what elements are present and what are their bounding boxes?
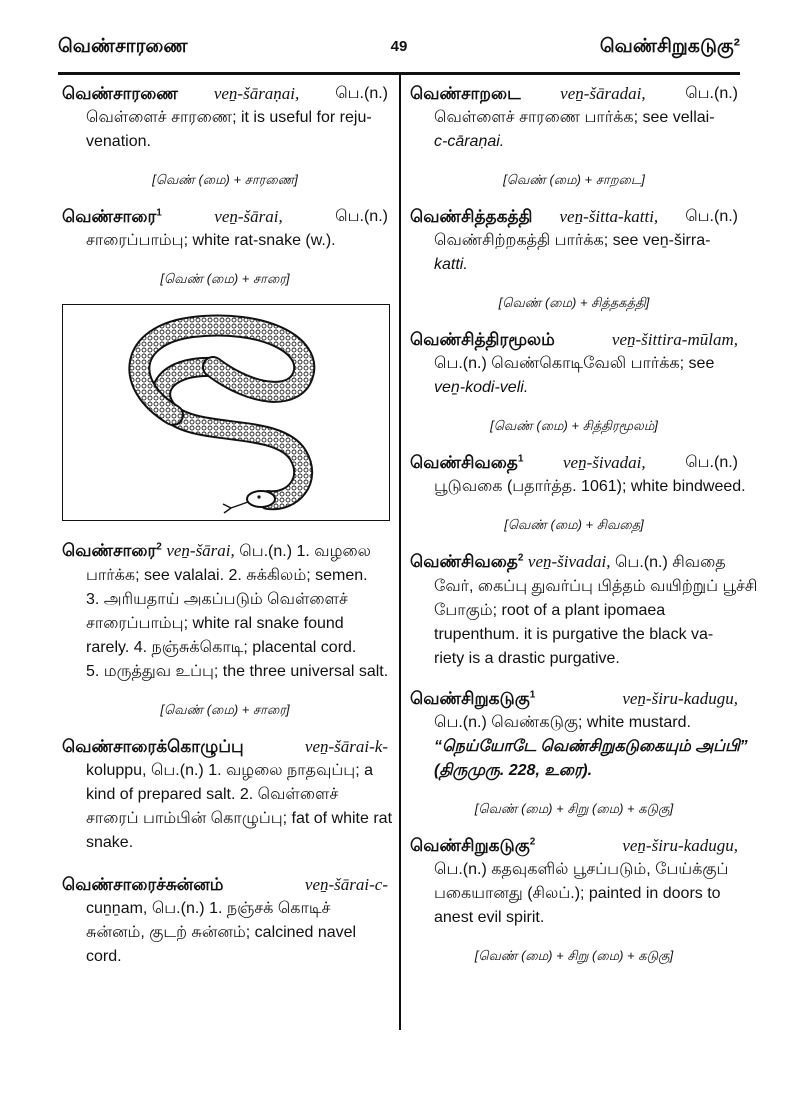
entry-vensirukadugu-2 [410,834,738,965]
transliteration: veṉ-šāradai, [560,84,646,103]
entry-vensirukadugu-1 [410,687,748,818]
definition-line: சாரைப்பாம்பு; white ral snake found [86,615,344,632]
transliteration: veṉ-šittira-mūlam, [611,330,738,349]
definition-line: koluppu, பெ.(n.) 1. வழலை நாதவுப்பு; a [86,762,373,779]
entry-vensaradai [410,82,738,189]
entry-vensittiramulam [410,328,738,435]
headword: வெண்சித்தகத்தி [410,207,533,226]
transliteration: veṉ-šivadai, [527,552,611,571]
definition-line: வேர், கைப்பு துவர்ப்பு பித்தம் வயிற்றுப் பூச்சி [434,578,758,595]
entry-vensivadai-1 [410,451,746,534]
homograph-number: 2 [517,552,524,564]
definition-line: snake. [86,834,134,851]
definition-line: cuṉṉam, பெ.(n.) 1. நஞ்சக் கொடிச் [86,900,331,917]
running-head-right: வெண்சிறுகடுகு² [599,36,740,57]
definition-line: வெள்ளைச் சாரணை; it is useful for reju- [86,109,372,126]
transliteration: veṉ-šitta-katti, [559,207,659,226]
etymology: [வெண் (மை) + சாரணை] [152,172,298,187]
homograph-number: 2 [529,836,536,848]
definition-line: c-cāraṇai. [434,133,505,150]
running-head-left: வெண்சாரணை [58,36,188,57]
definition-line: பகையானது (சிலப்.); painted in doors to [434,885,721,902]
headword: வெண்சாரைச்சுன்னம் [62,875,224,894]
transliteration: veṉ-šārai-k- [304,737,388,756]
etymology: [வெண் (மை) + சித்திரமூலம்] [490,418,658,433]
definition-line: பெ.(n.) வெண்கடுகு; white mustard. [434,714,691,731]
part-of-speech: பெ.(n.) சிவதை [614,554,726,571]
definition-line: kind of prepared salt. 2. வெள்ளைச் [86,786,339,803]
headword: வெண்சாரைக்கொழுப்பு [62,737,244,756]
entry-vensaranai [62,82,388,189]
part-of-speech: பெ.(n.) [685,208,738,225]
entry-vensivadai-2 [410,550,758,671]
definition-line: பூடுவகை (பதார்த்த. 1061); white bindweed. [434,478,746,495]
etymology: [வெண் (மை) + சாரை] [160,271,290,286]
headword: வெண்சாரை$^2$ [62,541,162,560]
etymology: [வெண் (மை) + சித்தகத்தி] [498,295,650,310]
definition-line: katti. [434,256,468,273]
definition-line: rarely. 4. நஞ்சுக்கொடி; placental cord. [86,639,357,656]
definition-line: anest evil spirit. [434,909,545,926]
definition-line: சாரைப்பாம்பு; white rat-snake (w.). [86,232,336,249]
part-of-speech: பெ.(n.) [685,85,738,102]
definition-line: cord. [86,948,122,965]
headword: வெண்சிவதை$^2$ [410,552,524,571]
page-header [58,36,740,70]
definition-line: 3. அரியதாய் அகப்படும் வெள்ளைச் [86,591,348,608]
definition-line: சாரைப் பாம்பின் கொழுப்பு; fat of white rat [86,810,393,827]
snake-illustration-icon [63,305,389,520]
quotation: “நெய்யோடே வெண்சிறுகடுகையும் அப்பி” [434,738,748,755]
entry-vensarai-1 [62,205,388,288]
part-of-speech: பெ.(n.) [685,454,738,471]
citation: (திருமுரு. 228, உரை). [434,762,593,779]
transliteration: veṉ-širu-kadugu, [622,689,738,708]
transliteration: veṉ-šārai, [214,207,283,226]
definition-line: போகும்; root of a plant ipomaea [434,602,666,619]
column-divider [399,72,401,1030]
homograph-number: 1 [517,453,524,465]
definition-line: சுன்னம், குடற் சுன்னம்; calcined navel [86,924,357,941]
etymology: [வெண் (மை) + சிறு (மை) + கடுகு] [474,801,674,816]
headword: வெண்சாறடை [410,84,521,103]
definition-line: வெண்சிற்றகத்தி பார்க்க; see veṉ-širra- [434,232,711,249]
homograph-number: 2 [156,541,162,553]
left-column [62,82,393,979]
transliteration: veṉ-šārai, [166,541,235,560]
snake-figure [62,304,390,521]
transliteration: veṉ-šārai-c- [304,875,388,894]
entry-vensaraikkoluppu [62,735,393,855]
headword: வெண்சிறுகடுகு$^2$ [410,836,536,855]
definition-line: veṉ-kodi-veli. [434,379,529,396]
definition-line: பெ.(n.) வெண்கொடிவேலி பார்க்க; see [434,355,715,372]
headword: வெண்சிவதை$^1$ [410,453,524,472]
transliteration: veṉ-šāraṇai, [213,84,300,103]
headword: வெண்சாரணை [62,84,178,103]
transliteration: veṉ-širu-kadugu, [622,836,738,855]
part-of-speech: பெ.(n.) [335,208,388,225]
etymology: [வெண் (மை) + சாரை] [160,702,290,717]
transliteration: veṉ-šivadai, [563,453,646,472]
headword: வெண்சித்திரமூலம் [410,330,555,349]
entry-vensarai-2 [62,539,388,719]
definition-line: riety is a drastic purgative. [434,650,620,667]
headword: வெண்சாரை$^1$ [62,207,162,226]
headword: வெண்சிறுகடுகு$^1$ [410,689,536,708]
definition-line: பெ.(n.) கதவுகளில் பூசப்படும், பேய்க்குப் [434,861,729,878]
entry-vensaraiccunnam [62,873,388,969]
homograph-number: 1 [156,207,162,219]
part-of-speech: பெ.(n.) [335,85,388,102]
definition-line: trupenthum. it is purgative the black va- [434,626,714,643]
homograph-number: 1 [529,689,536,701]
etymology: [வெண் (மை) + சாறடை] [503,172,645,187]
right-column [410,82,758,981]
etymology: [வெண் (மை) + சிறு (மை) + கடுகு] [474,948,674,963]
definition-line: வெள்ளைச் சாரணை பார்க்க; see vellai- [434,109,715,126]
definition-line: பார்க்க; see valalai. 2. சுக்கிலம்; semen. [86,567,368,584]
definition-line: venation. [86,133,151,150]
entry-vensittakatti [410,205,738,312]
definition-line: 5. மருத்துவ உப்பு; the three universal salt. [86,663,389,680]
part-of-speech: பெ.(n.) 1. வழலை [239,543,371,560]
etymology: [வெண் (மை) + சிவதை] [504,517,644,532]
page-number: 49 [390,38,408,55]
